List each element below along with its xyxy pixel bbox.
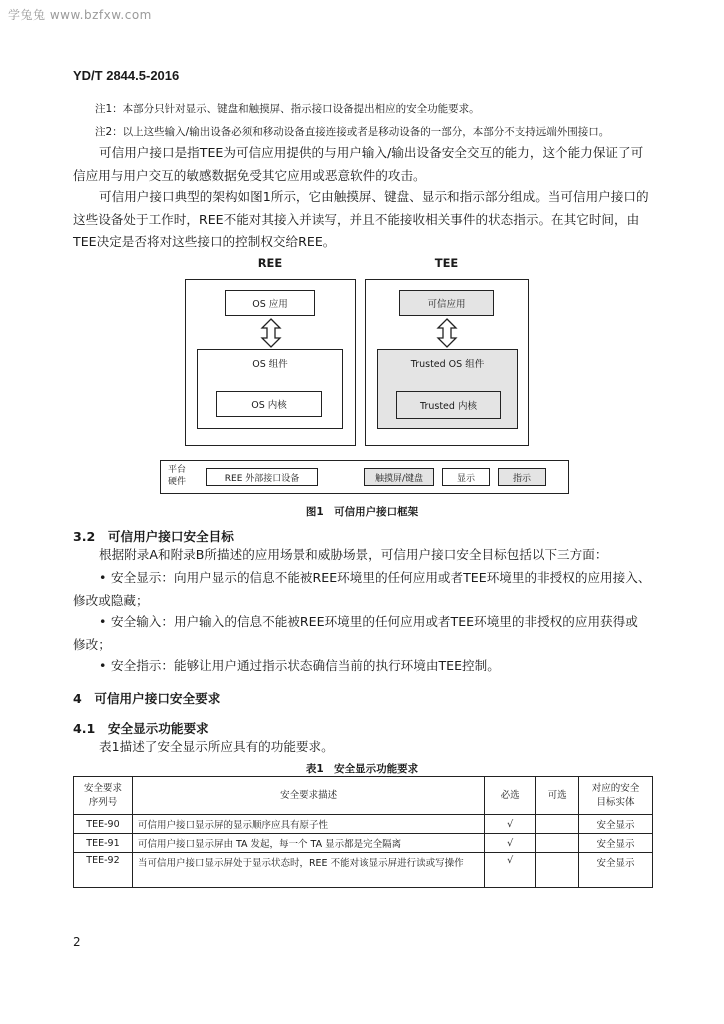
indicator-box bbox=[498, 468, 546, 486]
row-target: 安全显示 bbox=[579, 815, 653, 834]
row-description: 可信用户接口显示屏的显示顺序应具有原子性 bbox=[132, 815, 484, 834]
bullet-dot: • bbox=[99, 658, 107, 673]
note-2: 注2：以上这些输入/输出设备必须和移动设备直接连接或者是移动设备的一部分，本部分不支持远端外围接口。 bbox=[95, 126, 610, 138]
ree-app-box bbox=[225, 290, 315, 316]
row-id: TEE-91 bbox=[74, 834, 133, 853]
indicator-label: 指示 bbox=[512, 473, 531, 484]
tee-component-box bbox=[377, 349, 518, 429]
row-id: TEE-90 bbox=[74, 815, 133, 834]
row-target: 安全显示 bbox=[579, 834, 653, 853]
row-optional bbox=[536, 815, 579, 834]
bullet-dot: • bbox=[99, 570, 107, 585]
section-4-1-intro: 表1描述了安全显示所应具有的功能要求。 bbox=[99, 739, 334, 754]
tee-kernel-box bbox=[396, 391, 501, 419]
ree-external-device-label: REE 外部接口设备 bbox=[224, 473, 300, 484]
section-3-2-heading: 3.2 可信用户接口安全目标 bbox=[73, 529, 234, 544]
bullet-1-line-1 bbox=[99, 566, 650, 589]
platform-hardware-label bbox=[168, 464, 186, 488]
section-4-heading: 4 可信用户接口安全要求 bbox=[73, 691, 221, 706]
header-target bbox=[579, 777, 653, 815]
tee-box bbox=[365, 279, 529, 446]
paragraph-2-line-1: 可信用户接口典型的架构如图1所示，它由触摸屏、键盘、显示和指示部分组成。当可信用户接口的 bbox=[99, 189, 649, 204]
touchscreen-keyboard-label: 触摸屏/键盘 bbox=[374, 473, 424, 484]
header-serial bbox=[74, 777, 133, 815]
table-row bbox=[74, 815, 653, 834]
ree-component-label: OS 组件 bbox=[252, 359, 288, 370]
header-serial-line-1: 安全要求 bbox=[83, 782, 122, 794]
bullet-2-line-1 bbox=[99, 610, 638, 633]
page-number: 2 bbox=[73, 935, 81, 949]
table-header-row bbox=[74, 777, 653, 815]
tee-app-label: 可信应用 bbox=[427, 299, 466, 310]
row-target: 安全显示 bbox=[579, 853, 653, 888]
tee-component-label: Trusted OS 组件 bbox=[410, 359, 485, 370]
ree-component-box bbox=[197, 349, 343, 429]
header-description: 安全要求描述 bbox=[132, 777, 484, 815]
paragraph-2-line-2: 这些设备处于工作时，REE不能对其接入并读写，并且不能接收相关事件的状态指示。在其它时间，由 bbox=[73, 212, 640, 227]
tee-app-box bbox=[399, 290, 494, 316]
bullet-2-line-2: 修改； bbox=[73, 637, 111, 652]
header-serial-line-2: 序列号 bbox=[88, 796, 118, 808]
tee-kernel-label: Trusted 内核 bbox=[420, 401, 477, 412]
document-id: YD/T 2844.5-2016 bbox=[73, 68, 180, 83]
row-optional bbox=[536, 853, 579, 888]
row-mandatory: √ bbox=[485, 815, 536, 834]
table-row bbox=[74, 853, 653, 888]
ree-box bbox=[185, 279, 356, 446]
header-target-line-1: 对应的安全 bbox=[591, 782, 640, 794]
ree-external-device-box bbox=[206, 468, 318, 486]
row-id: TEE-92 bbox=[74, 853, 133, 888]
paragraph-2-line-3: TEE决定是否将对这些接口的控制权交给REE。 bbox=[73, 234, 336, 249]
hardware-label: 硬件 bbox=[168, 477, 187, 487]
touchscreen-keyboard-box bbox=[364, 468, 434, 486]
paragraph-1-line-2: 信应用与用户交互的敏感数据免受其它应用或恶意软件的攻击。 bbox=[73, 168, 426, 183]
display-box bbox=[442, 468, 490, 486]
paragraph-1-line-1: 可信用户接口是指TEE为可信应用提供的与用户输入/输出设备安全交互的能力，这个能力保证了可 bbox=[99, 145, 644, 160]
table-caption: 表1 安全显示功能要求 bbox=[305, 763, 419, 775]
row-optional bbox=[536, 834, 579, 853]
row-description: 当可信用户接口显示屏处于显示状态时，REE 不能对该显示屏进行读或写操作 bbox=[132, 853, 484, 888]
ree-app-label: OS 应用 bbox=[252, 299, 288, 310]
bullet-1-line-2: 修改或隐藏； bbox=[73, 593, 149, 608]
bullet-3-text: 安全指示：能够让用户通过指示状态确信当前的执行环境由TEE控制。 bbox=[111, 658, 500, 673]
row-description: 可信用户接口显示屏由 TA 发起，每一个 TA 显示都是完全隔离 bbox=[132, 834, 484, 853]
ree-kernel-label: OS 内核 bbox=[251, 400, 287, 411]
watermark: 学兔兔 www.bzfxw.com bbox=[8, 8, 152, 22]
tee-double-arrow-icon bbox=[436, 318, 458, 348]
row-mandatory: √ bbox=[485, 853, 536, 888]
table-row bbox=[74, 834, 653, 853]
platform-hardware-box bbox=[160, 460, 569, 494]
bullet-1-text: 安全显示：向用户显示的信息不能被REE环境里的任何应用或者TEE环境里的非授权的应用接入、 bbox=[111, 570, 651, 585]
requirements-table bbox=[73, 776, 653, 888]
bullet-dot: • bbox=[99, 614, 107, 629]
platform-label: 平台 bbox=[168, 465, 187, 475]
tee-title: TEE bbox=[434, 256, 459, 270]
row-mandatory: √ bbox=[485, 834, 536, 853]
header-optional: 可选 bbox=[536, 777, 579, 815]
bullet-2-text: 安全输入：用户输入的信息不能被REE环境里的任何应用或者TEE环境里的非授权的应用获得或 bbox=[111, 614, 638, 629]
bullet-3-line-1 bbox=[99, 654, 500, 677]
section-3-2-intro: 根据附录A和附录B所描述的应用场景和威胁场景，可信用户接口安全目标包括以下三方面： bbox=[99, 547, 608, 562]
display-label: 显示 bbox=[456, 473, 475, 484]
note-1: 注1：本部分只针对显示、键盘和触摸屏、指示接口设备提出相应的安全功能要求。 bbox=[95, 103, 480, 115]
ree-double-arrow-icon bbox=[260, 318, 282, 348]
header-mandatory: 必选 bbox=[485, 777, 536, 815]
header-target-line-2: 目标实体 bbox=[596, 796, 635, 808]
ree-kernel-box bbox=[216, 391, 322, 417]
figure-caption: 图1 可信用户接口框架 bbox=[305, 506, 419, 518]
section-4-1-heading: 4.1 安全显示功能要求 bbox=[73, 721, 209, 736]
ree-title: REE bbox=[257, 256, 283, 270]
